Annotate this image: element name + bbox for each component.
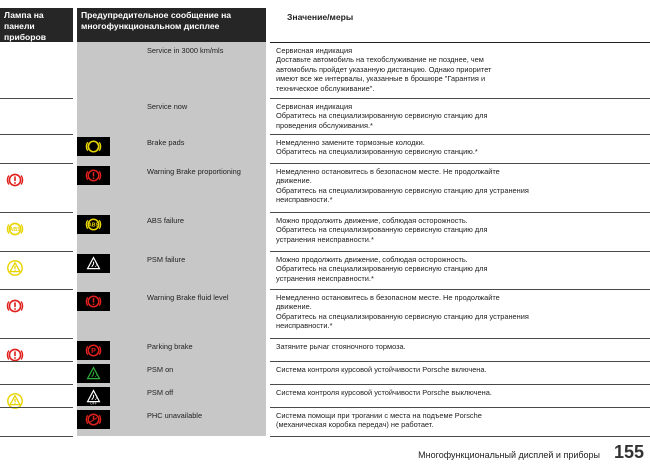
psm-on-icon [85,365,102,382]
header-meaning-column [270,8,650,42]
psm-off-icon [85,388,102,405]
warning-message: ABS failure [147,216,184,225]
meaning-line: Немедленно замените тормозные колодки. [276,138,425,147]
meaning-line: движение. [276,176,312,186]
meaning-line: устранения неисправности.* [276,234,374,244]
header-lamp-column [0,8,73,42]
table-row [0,407,650,436]
header-message-line2: многофункциональном дисплее [81,21,220,31]
meaning-line: Обратитесь на специализированную сервисную станцию.* [276,147,478,157]
meaning-line: неисправности.* [276,195,333,205]
meaning-line: Система помощи при трогании с места на подъеме Porsche [276,411,482,420]
meaning-line: Обратитесь на специализированную сервисную станцию для устранения [276,185,529,195]
display-symbol [77,254,110,273]
svg-text:ABS: ABS [9,227,21,234]
header-message-line1: Предупредительное сообщение на [81,10,232,20]
meaning-line: Система контроля курсовой устойчивости Porsche выключена. [276,388,492,397]
svg-text:ABS: ABS [88,222,99,229]
meaning-text [276,388,606,397]
brake-warning-icon [6,297,24,315]
meaning-text [276,138,606,157]
meaning-text [276,255,606,283]
meaning-line: Затяните рычаг стояночного тормоза. [276,342,406,351]
abs-icon [6,220,24,238]
table-header [0,8,650,42]
brake-warning-icon [6,171,24,189]
brake-pads-icon [85,138,102,155]
meaning-line: проведения обслуживания.* [276,120,373,130]
meaning-text [276,167,606,205]
psm-icon [85,255,102,272]
table-row [0,338,650,361]
display-symbol [77,341,110,360]
warning-message: PSM off [147,388,174,397]
row-divider [270,436,650,437]
meaning-line: Обратитесь на специализированную сервисную станцию для [276,225,488,235]
meaning-text [276,365,606,374]
meaning-text [276,216,606,244]
phc-icon [85,411,102,428]
display-symbol [77,215,110,234]
row-divider [0,436,73,437]
page-number: 155 [613,442,644,462]
table-row [0,42,650,98]
table-row [0,212,650,251]
meaning-text [276,102,606,130]
warning-message: PSM on [147,365,174,374]
table-row [0,361,650,384]
brake-warning-icon [85,167,102,184]
table-row [0,251,650,289]
warning-message: Warning Brake proportioning [147,167,241,176]
table-row [0,289,650,338]
brake-warning-icon [85,293,102,310]
display-symbol [77,364,110,383]
meaning-line: Можно продолжить движение, соблюдая осторожность. [276,216,468,225]
warning-message: PSM failure [147,255,186,264]
warning-message: Service now [147,102,188,111]
warning-message: Parking brake [147,342,193,351]
meaning-line: Немедленно остановитесь в безопасном месте. Не продолжайте [276,293,500,302]
psm-warning-icon [6,259,24,277]
meaning-line: Немедленно остановитесь в безопасном месте. Не продолжайте [276,167,500,176]
warning-message: Brake pads [147,138,185,147]
abs-icon [85,216,102,233]
warning-message: PHC unavailable [147,411,203,420]
display-symbol [77,410,110,429]
footer-section-title: Многофункциональный дисплей и приборы [418,450,600,460]
meaning-text [276,411,606,430]
meaning-line: автомобиль пройдет указанную дистанцию. Однако приоритет [276,64,492,74]
meaning-line: Можно продолжить движение, соблюдая осторожность. [276,255,468,264]
meaning-line: имеют все же интервалы, указанные в брошюре "Гарантия и [276,74,486,84]
meaning-line: Обратитесь на специализированную сервисную станцию для устранения [276,311,529,321]
display-symbol [77,166,110,185]
meaning-line: Доставьте автомобиль на техобслуживание не позднее, чем [276,55,484,65]
display-symbol [77,137,110,156]
meaning-line: движение. [276,302,312,312]
meaning-line: Обратитесь на специализированную сервисную станцию для [276,111,488,121]
meaning-line: (механическая коробка передач) не работает. [276,420,434,430]
svg-text:OFF: OFF [90,401,97,405]
header-lamp-line1: Лампа на [4,10,44,20]
table-row [0,163,650,212]
meaning-text [276,46,606,93]
meaning-line: Сервисная индикация [276,46,353,55]
meaning-line: Сервисная индикация [276,102,353,111]
warning-message: Service in 3000 km/mls [147,46,224,55]
warning-message: Warning Brake fluid level [147,293,229,302]
meaning-line: устранения неисправности.* [276,273,374,283]
table-row [0,384,650,407]
meaning-line: Обратитесь на специализированную сервисную станцию для [276,264,488,274]
header-meaning-label: Значение/меры [287,12,354,22]
table-row [0,98,650,134]
display-symbol [77,387,110,406]
meaning-text [276,293,606,331]
meaning-line: техническое обслуживание". [276,83,375,93]
parking-brake-icon [85,342,102,359]
header-lamp-line2: панели приборов [4,21,47,42]
display-symbol [77,292,110,311]
meaning-text [276,342,606,351]
meaning-line: Система контроля курсовой устойчивости Porsche включена. [276,365,487,374]
table-row [0,134,650,163]
header-message-column [77,8,266,42]
svg-text:P: P [91,346,96,356]
meaning-line: неисправности.* [276,321,333,331]
